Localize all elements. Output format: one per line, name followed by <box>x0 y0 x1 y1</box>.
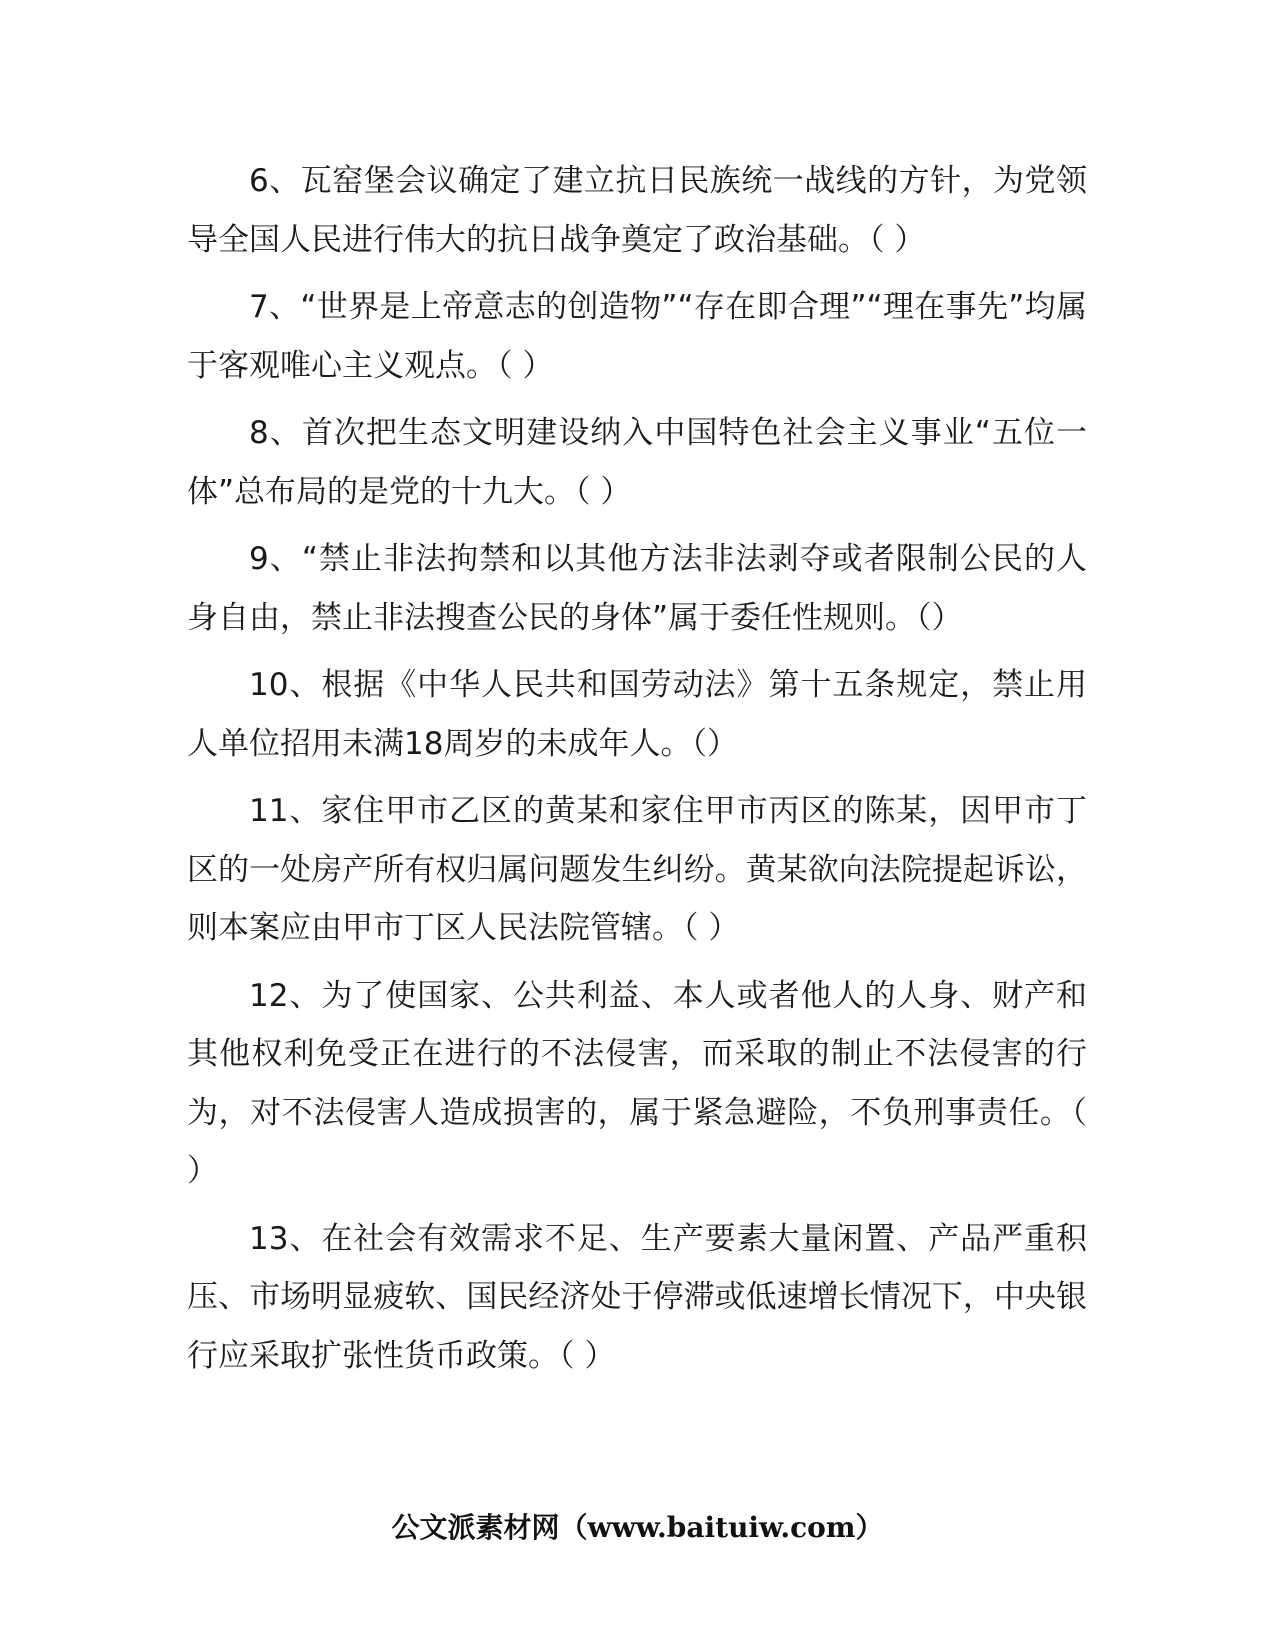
page-footer-watermark: 公文派素材网（www.baituiw.com） <box>391 1511 884 1544</box>
question-13: 13、在社会有效需求不足、生产要素大量闲置、产品严重积压、市场明显疲软、国民经济处于停滞或低速增长情况下，中央银行应采取扩张性货币政策。（ ） <box>187 1220 1087 1374</box>
question-10: 10、根据《中华人民共和国劳动法》第十五条规定，禁止用人单位招用未满18周岁的未成年人。（） <box>187 667 1087 762</box>
question-6: 6、瓦窑堡会议确定了建立抗日民族统一战线的方针，为党领导全国人民进行伟大的抗日战争奠定了政治基础。（ ） <box>187 163 1087 258</box>
question-9: 9、“禁止非法拘禁和以其他方法非法剥夺或者限制公民的人身自由，禁止非法搜查公民的身体”属于委任性规则。（） <box>187 541 1087 636</box>
question-7: 7、“世界是上帝意志的创造物”“存在即合理”“理在事先”均属于客观唯心主义观点。（ ） <box>187 289 1087 384</box>
question-list <box>187 152 1087 1394</box>
question-11: 11、家住甲市乙区的黄某和家住甲市丙区的陈某，因甲市丁区的一处房产所有权归属问题发生纠纷。黄某欲向法院提起诉讼，则本案应由甲市丁区人民法院管辖。（ ） <box>187 793 1087 946</box>
question-12: 12、为了使国家、公共利益、本人或者他人的人身、财产和其他权利免受正在进行的不法侵害，而采取的制止不法侵害的行为，对不法侵害人造成损害的，属于紧急避险，不负刑事责任。（ ） <box>187 977 1087 1189</box>
question-8: 8、首次把生态文明建设纳入中国特色社会主义事业“五位一体”总布局的是党的十九大。（ ） <box>187 415 1087 510</box>
